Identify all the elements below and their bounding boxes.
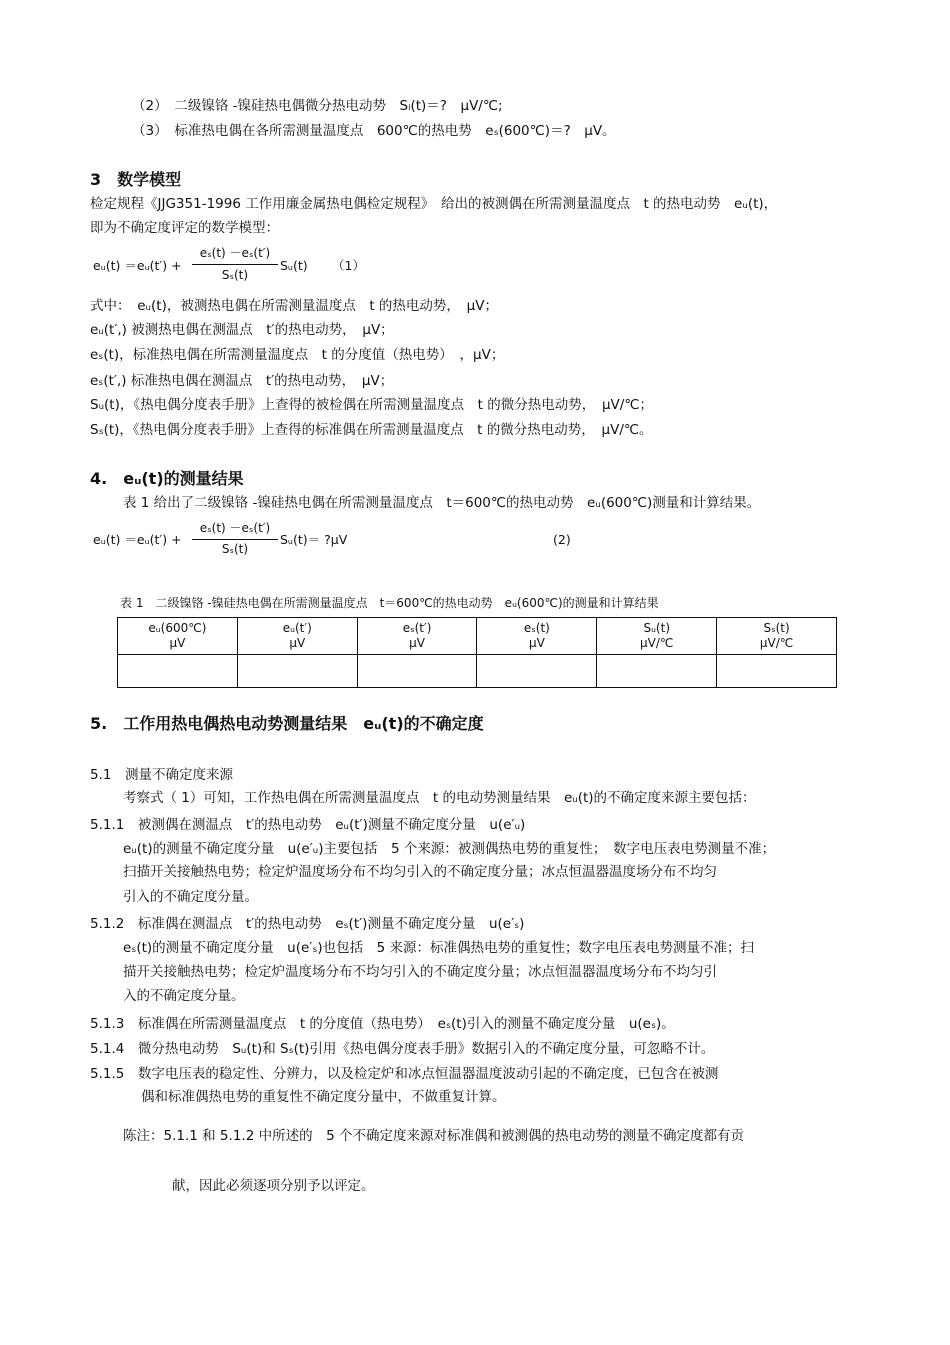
equation-1-numerator: eₛ(t) －eₛ(t′) bbox=[199, 246, 271, 260]
equation-2-rhs: Sᵤ(t)＝ ?μV bbox=[280, 532, 348, 547]
definition-line: eᵤ(t′,) 被测热电偶在测温点 t′的热电动势， μV； bbox=[90, 322, 394, 338]
equation-2-denominator: Sₛ(t) bbox=[221, 542, 249, 556]
table-header-cell: eₛ(t′) μV bbox=[357, 618, 477, 655]
subsection-5-1-3: 5.1.3 标准偶在所需测量温度点 t 的分度值（热电势） eₛ(t)引入的测量不确定度分量 u(eₛ)。 bbox=[90, 1016, 675, 1032]
table-header-cell: eᵤ(t′) μV bbox=[237, 618, 357, 655]
paragraph-line: 扫描开关接触热电势；检定炉温度场分布不均匀引入的不确定度分量；冰点恒温器温度场分布不均匀 bbox=[123, 864, 717, 880]
list-item-3: （3） 标准热电偶在各所需测量温度点 600℃的热电势 eₛ(600℃)＝? μV。 bbox=[132, 123, 616, 139]
table-cell bbox=[477, 655, 597, 688]
equation-1-denominator: Sₛ(t) bbox=[221, 268, 249, 282]
subsection-5-1-paragraph: 考察式（ 1）可知，工作热电偶在所需测量温度点 t 的电动势测量结果 eᵤ(t)的不确定度来源主要包括： bbox=[123, 790, 756, 806]
table-cell bbox=[237, 655, 357, 688]
equation-2-fraction-bar bbox=[192, 539, 278, 540]
section-5-heading: 5. 工作用热电偶热电动势测量结果 eᵤ(t)的不确定度 bbox=[90, 714, 484, 733]
subsection-5-1-5: 5.1.5 数字电压表的稳定性、分辨力，以及检定炉和冰点恒温器温度波动引起的不确定度，已包含在被测 bbox=[90, 1066, 719, 1082]
section-4-heading: 4. eᵤ(t)的测量结果 bbox=[90, 469, 244, 488]
table-header-cell: Sᵤ(t) μV/℃ bbox=[597, 618, 717, 655]
paragraph-line: 描开关接触热电势；检定炉温度场分布不均匀引入的不确定度分量；冰点恒温器温度场分布不均匀引 bbox=[123, 964, 717, 980]
subsection-5-1-1-heading: 5.1.1 被测偶在测温点 t′的热电动势 eᵤ(t′)测量不确定度分量 u(e′ᵤ) bbox=[90, 817, 526, 833]
table-header-row bbox=[118, 618, 837, 655]
note-line: 献，因此必须逐项分别予以评定。 bbox=[172, 1178, 375, 1194]
definition-line: Sᵤ(t)，《热电偶分度表手册》上查得的被检偶在所需测量温度点 t 的微分热电动势， μV/℃； bbox=[90, 397, 653, 413]
table-cell bbox=[717, 655, 837, 688]
equation-2-lhs: eᵤ(t) ＝eᵤ(t′) + bbox=[93, 532, 182, 547]
subsection-5-1-4: 5.1.4 微分热电动势 Sᵤ(t)和 Sₛ(t)引用《热电偶分度表手册》数据引入的不确定度分量，可忽略不计。 bbox=[90, 1041, 715, 1057]
equation-2-number: (2) bbox=[553, 532, 571, 547]
equation-1-number: （1） bbox=[332, 258, 365, 273]
section-3-heading: 3 数学模型 bbox=[90, 170, 182, 189]
paragraph-line: eᵤ(t)的测量不确定度分量 u(e′ᵤ)主要包括 5 个来源：被测偶热电势的重复性； 数字电压表电势测量不准； bbox=[123, 841, 776, 857]
table-row bbox=[118, 655, 837, 688]
table-caption: 表 1 二级镍铬 -镍硅热电偶在所需测量温度点 t＝600℃的热电动势 eᵤ(600℃)的测量和计算结果 bbox=[120, 596, 659, 610]
section-4-paragraph: 表 1 给出了二级镍铬 -镍硅热电偶在所需测量温度点 t＝600℃的热电动势 eᵤ(600℃)测量和计算结果。 bbox=[123, 495, 761, 511]
equation-1-fraction-bar bbox=[192, 264, 278, 265]
definition-line: Sₛ(t)，《热电偶分度表手册》上查得的标准偶在所需测量温度点 t 的微分热电动势， μV/℃。 bbox=[90, 422, 653, 438]
table-cell bbox=[118, 655, 238, 688]
subsection-5-1-2-heading: 5.1.2 标准偶在测温点 t′的热电动势 eₛ(t′)测量不确定度分量 u(e′ₛ) bbox=[90, 916, 525, 932]
table-cell bbox=[357, 655, 477, 688]
section-3-paragraph: 检定规程《JJG351-1996 工作用廉金属热电偶检定规程》 给出的被测偶在所需测量温度点 t 的热电动势 eᵤ(t)， bbox=[90, 196, 778, 212]
paragraph-line: eₛ(t)的测量不确定度分量 u(e′ₛ)也包括 5 来源：标准偶热电势的重复性；数字电压表电势测量不准；扫 bbox=[123, 940, 755, 956]
table-header-cell: eᵤ(600℃) μV bbox=[118, 618, 238, 655]
list-item-2: （2） 二级镍铬 -镍硅热电偶微分热电动势 Sᵢ(t)＝? μV/℃; bbox=[132, 98, 503, 114]
table-cell bbox=[597, 655, 717, 688]
paragraph-line: 入的不确定度分量。 bbox=[123, 988, 245, 1004]
paragraph-line: 偶和标准偶热电势的重复性不确定度分量中，不做重复计算。 bbox=[141, 1089, 506, 1105]
table-header-cell: eₛ(t) μV bbox=[477, 618, 597, 655]
table-header-cell: Sₛ(t) μV/℃ bbox=[717, 618, 837, 655]
section-3-paragraph-2: 即为不确定度评定的数学模型： bbox=[90, 220, 279, 236]
paragraph-line: 引入的不确定度分量。 bbox=[123, 889, 258, 905]
definition-line: 式中： eᵤ(t)，被测热电偶在所需测量温度点 t 的热电动势， μV； bbox=[90, 298, 499, 314]
definition-line: eₛ(t′,) 标准热电偶在测温点 t′的热电动势， μV； bbox=[90, 373, 394, 389]
subsection-5-1-heading: 5.1 测量不确定度来源 bbox=[90, 767, 233, 783]
equation-1-rhs: Sᵤ(t) bbox=[280, 258, 308, 273]
results-table bbox=[117, 617, 837, 688]
note-line: 陈注：5.1.1 和 5.1.2 中所述的 5 个不确定度来源对标准偶和被测偶的热电动势的测量不确定度都有贡 bbox=[123, 1128, 744, 1144]
definition-line: eₛ(t)，标准热电偶在所需测量温度点 t 的分度值（热电势） ，μV； bbox=[90, 347, 505, 363]
equation-2-numerator: eₛ(t) －eₛ(t′) bbox=[199, 521, 271, 535]
equation-1-lhs: eᵤ(t) ＝eᵤ(t′) + bbox=[93, 258, 182, 273]
